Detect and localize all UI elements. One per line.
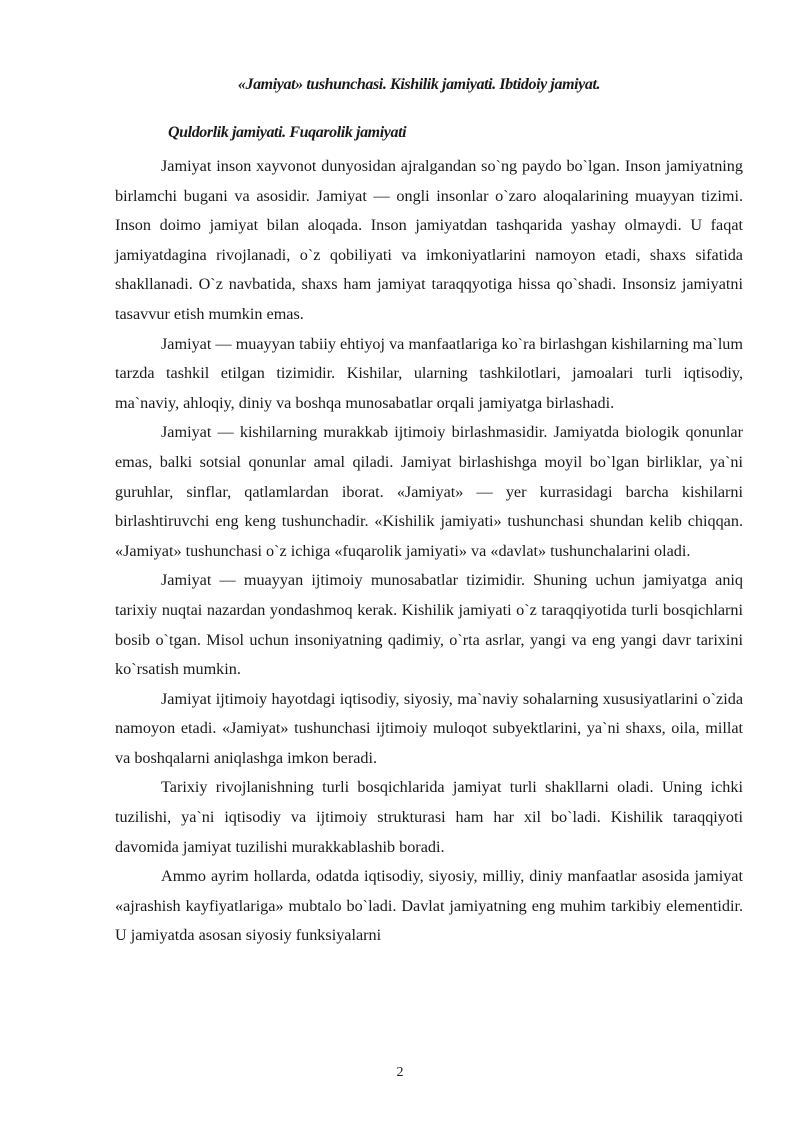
paragraph: Jamiyat — muayyan ijtimoiy munosabatlar tizimidir. Shuning uchun jamiyatga aniq tarixiy nuqtai nazardan yondashmoq kerak. Kishilik jamiyati o`z taraqqiyotida turli bosqichlarni bosib o`tgan. Misol uchun insoniyatning qadimiy, o`rta asrlar, yangi va eng yangi davr tarixini ko`rsatish mumkin. bbox=[115, 571, 743, 679]
document-title bbox=[0, 74, 800, 96]
paragraph: Ammo ayrim hollarda, odatda iqtisodiy, siyosiy, milliy, diniy manfaatlar asosida jamiyat «ajrashish kayfiyatlariga» mubtalo bo`ladi. Davlat jamiyatning eng muhim tarkibiy elementidir. U jamiyatda asosan siyosiy funksiyalarni bbox=[115, 867, 743, 945]
paragraph: Jamiyat — kishilarning murakkab ijtimoiy birlashmasidir. Jamiyatda biologik qonunlar emas, balki sotsial qonunlar amal qiladi. Jamiyat birlashishga moyil bo`lgan birliklar, ya`ni guruhlar, sinflar, qatlamlardan iborat. «Jamiyat» — yer kurrasidagi barcha kishilarni birlashtiruvchi eng keng tushunchadir. «Kishilik jamiyati» tushunchasi shundan kelib chiqqan. «Jamiyat» tushunchasi o`z ichiga «fuqarolik jamiyati» va «davlat» tushunchalarini oladi. bbox=[115, 423, 743, 560]
document-subtitle: Quldorlik jamiyati. Fuqarolik jamiyati bbox=[168, 124, 407, 141]
body-text bbox=[115, 152, 743, 951]
page-number: 2 bbox=[396, 1065, 404, 1080]
paragraph: Jamiyat — muayyan tabiiy ehtiyoj va manfaatlariga ko`ra birlashgan kishilarning ma`lum tarzda tashkil etilgan tizimidir. Kishilar, ularning tashkilotlari, jamoalari turli iqtisodiy, ma`naviy, ahloqiy, diniy va boshqa munosabatlar orqali jamiyatga birlashadi. bbox=[115, 334, 743, 412]
paragraph: Jamiyat inson xayvonot dunyosidan ajralgandan so`ng paydo bo`lgan. Inson jamiyatning birlamchi bugani va asosidir. Jamiyat — ongli insonlar o`zaro aloqalarining muayyan tizimi. Inson doimo jamiyat bilan aloqada. Inson jamiyatdan tashqarida yashay olmaydi. U faqat jamiyatdagina rivojlanadi, o`z qobiliyati va imkoniyatlarini namoyon etadi, shaxs sifatida shakllanadi. O`z navbatida, shaxs ham jamiyat taraqqyotiga hissa qo`shadi. Insonsiz jamiyatni tasavvur etish mumkin emas. bbox=[115, 157, 743, 323]
paragraph: Tarixiy rivojlanishning turli bosqichlarida jamiyat turli shakllarni oladi. Uning ichki tuzilishi, ya`ni iqtisodiy va ijtimoiy strukturasi ham har xil bo`ladi. Kishilik taraqqiyoti davomida jamiyat tuzilishi murakkablashib boradi. bbox=[115, 778, 743, 856]
paragraph: Jamiyat ijtimoiy hayotdagi iqtisodiy, siyosiy, ma`naviy sohalarning xususiyatlarini o`zida namoyon etadi. «Jamiyat» tushunchasi ijtimoiy muloqot subyektlarini, ya`ni shaxs, oila, millat va boshqalarni aniqlashga imkon beradi. bbox=[115, 689, 743, 767]
title-text: «Jamiyat» tushunchasi. Kishilik jamiyati. Ibtidoiy jamiyat. bbox=[237, 76, 601, 93]
